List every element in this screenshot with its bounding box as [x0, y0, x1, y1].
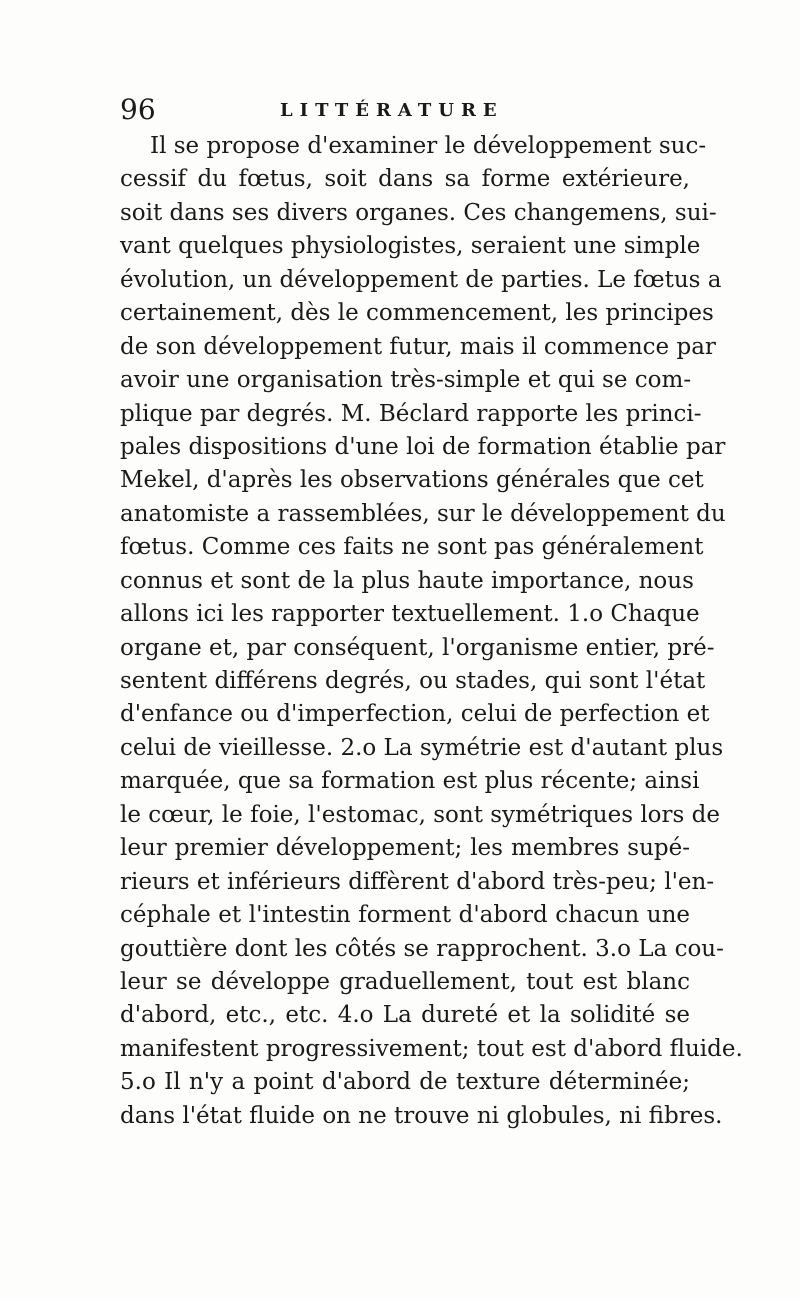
text-line: allons ici les rapporter textuellement. 1.o Chaque: [120, 601, 700, 628]
text-line: vant quelques physiologistes, seraient une simple: [120, 233, 701, 260]
text-line: certainement, dès le commencement, les principes: [120, 300, 714, 327]
text-line: anatomiste a rassemblées, sur le développement du: [120, 500, 726, 527]
text-line: manifestent progressivement; tout est d'abord fluide.: [120, 1035, 743, 1062]
text-line: d'enfance ou d'imperfection, celui de perfection et: [120, 701, 710, 728]
text-line: celui de vieillesse. 2.o La symétrie est d'autant plus: [120, 734, 724, 761]
text-line: Mekel, d'après les observations générales que cet: [120, 467, 704, 494]
text-line: sentent différens degrés, ou stades, qui sont l'état: [120, 668, 706, 694]
text-line: Il se propose d'examiner le développement suc-: [150, 133, 707, 159]
text-line: organe et, par conséquent, l'organisme entier, pré-: [120, 634, 715, 661]
body-text: [120, 130, 743, 1133]
text-line: évolution, un développement de parties. Le fœtus a: [120, 266, 722, 293]
text-line: connus et sont de la plus haute importance, nous: [120, 567, 694, 594]
text-line: 5.o Il n'y a point d'abord de texture déterminée;: [120, 1069, 690, 1096]
text-line: soit dans ses divers organes. Ces changemens, sui-: [120, 199, 717, 226]
text-line: marquée, que sa formation est plus récente; ainsi: [120, 768, 700, 795]
page-header: [120, 92, 680, 132]
text-line: gouttière dont les côtés se rapprochent. 3.o La cou-: [120, 935, 724, 962]
text-line: de son développement futur, mais il commence par: [120, 333, 716, 360]
text-line: plique par degrés. M. Béclard rapporte les princi-: [120, 400, 702, 427]
text-line: fœtus. Comme ces faits ne sont pas généralement: [120, 534, 704, 561]
text-line: avoir une organisation très-simple et qui se com-: [120, 367, 692, 394]
text-line: céphale et l'intestin forment d'abord chacun une: [120, 902, 690, 929]
text-line: le cœur, le foie, l'estomac, sont symétriques lors de: [120, 801, 720, 828]
running-head: LITTÉRATURE: [280, 100, 504, 121]
page-number: 96: [120, 93, 156, 126]
text-line: leur premier développement; les membres supé-: [120, 835, 690, 862]
text-line: leur se développe graduellement, tout est blanc: [120, 968, 690, 995]
text-line: pales dispositions d'une loi de formation établie par: [120, 433, 726, 460]
text-line: cessif du fœtus, soit dans sa forme extérieure,: [120, 166, 690, 193]
text-line: d'abord, etc., etc. 4.o La dureté et la solidité se: [120, 1002, 690, 1029]
text-line: dans l'état fluide on ne trouve ni globules, ni fibres.: [120, 1102, 723, 1129]
text-line: rieurs et inférieurs diffèrent d'abord très-peu; l'en-: [120, 868, 715, 895]
